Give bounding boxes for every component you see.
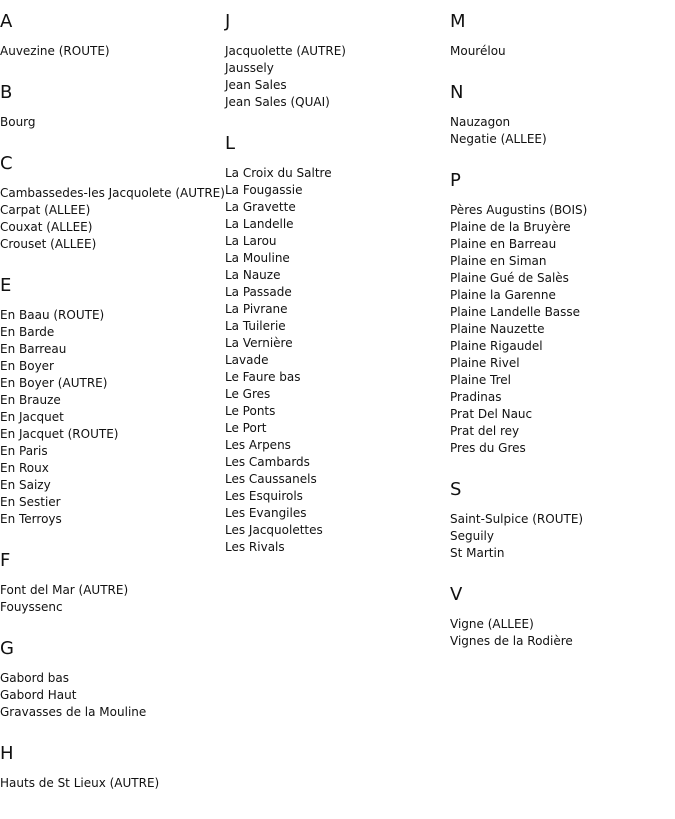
street-item: Couxat (ALLEE): [0, 220, 93, 234]
street-item: Le Gres: [225, 387, 271, 401]
street-item: Gravasses de la Mouline: [0, 705, 147, 719]
letter-group-c: [0, 153, 225, 253]
letter-heading: S: [450, 479, 462, 500]
street-item: Plaine Landelle Basse: [450, 305, 581, 319]
letter-group-b: [0, 83, 222, 131]
street-item: En Jacquet: [0, 410, 64, 424]
street-item: Pradinas: [450, 390, 502, 404]
street-list: [0, 307, 222, 528]
street-item: Auvezine (ROUTE): [0, 44, 110, 58]
street-item: En Boyer (AUTRE): [0, 376, 108, 390]
street-list: [0, 43, 222, 60]
street-item: En Sestier: [0, 495, 61, 509]
letter-heading: E: [0, 275, 12, 296]
column-2: [225, 0, 447, 556]
street-item: Prat Del Nauc: [450, 407, 533, 421]
street-list: [450, 616, 672, 650]
street-item: En Saizy: [0, 478, 51, 492]
street-item: Jean Sales: [225, 78, 287, 92]
letter-heading: A: [0, 11, 13, 32]
street-item: Les Caussanels: [225, 472, 317, 486]
letter-heading: B: [0, 82, 13, 103]
street-item: Seguily: [450, 529, 494, 543]
street-item: Plaine Gué de Salès: [450, 271, 569, 285]
street-item: Les Arpens: [225, 438, 291, 452]
street-item: Prat del rey: [450, 424, 520, 438]
street-item: Les Cambards: [225, 455, 310, 469]
street-item: Le Ponts: [225, 404, 276, 418]
street-item: Mourélou: [450, 44, 506, 58]
letter-group-a: [0, 12, 222, 60]
street-item: Gabord Haut: [0, 688, 77, 702]
letter-heading: M: [450, 11, 466, 32]
letter-heading: P: [450, 170, 461, 191]
street-list: [450, 43, 672, 60]
letter-heading: G: [0, 638, 14, 659]
street-item: Font del Mar (AUTRE): [0, 583, 129, 597]
street-item: Les Evangiles: [225, 506, 307, 520]
street-item: Cambassedes-les Jacquolete (AUTRE): [0, 186, 225, 200]
street-item: En Barde: [0, 325, 55, 339]
street-item: Saint-Sulpice (ROUTE): [450, 512, 584, 526]
street-item: Fouyssenc: [0, 600, 63, 614]
street-item: Vigne (ALLEE): [450, 617, 534, 631]
street-list: [0, 670, 222, 721]
street-item: En Baau (ROUTE): [0, 308, 105, 322]
street-list: [0, 775, 222, 792]
letter-heading: N: [450, 82, 464, 103]
street-item: Plaine Trel: [450, 373, 512, 387]
letter-group-l: [225, 134, 447, 556]
street-item: La Passade: [225, 285, 292, 299]
street-item: La Tuilerie: [225, 319, 286, 333]
street-item: Pères Augustins (BOIS): [450, 203, 588, 217]
street-item: La Nauze: [225, 268, 281, 282]
street-item: En Jacquet (ROUTE): [0, 427, 119, 441]
street-item: Plaine Rigaudel: [450, 339, 543, 353]
street-item: La Gravette: [225, 200, 296, 214]
street-item: Plaine en Barreau: [450, 237, 557, 251]
street-item: En Barreau: [0, 342, 67, 356]
street-item: Jean Sales (QUAI): [225, 95, 330, 109]
street-list: [225, 43, 447, 111]
street-item: Pres du Gres: [450, 441, 526, 455]
street-item: St Martin: [450, 546, 505, 560]
street-item: Crouset (ALLEE): [0, 237, 97, 251]
street-item: La Croix du Saltre: [225, 166, 332, 180]
street-item: Carpat (ALLEE): [0, 203, 91, 217]
letter-group-e: [0, 276, 222, 528]
street-list: [0, 114, 222, 131]
street-item: En Brauze: [0, 393, 61, 407]
street-item: En Terroys: [0, 512, 62, 526]
street-item: Lavade: [225, 353, 269, 367]
letter-group-f: [0, 551, 222, 616]
letter-heading: V: [450, 584, 463, 605]
letter-group-s: [450, 480, 672, 562]
street-item: Plaine en Siman: [450, 254, 547, 268]
column-3: [450, 0, 672, 650]
street-item: Bourg: [0, 115, 36, 129]
street-item: Plaine la Garenne: [450, 288, 556, 302]
street-item: Plaine Rivel: [450, 356, 520, 370]
letter-heading: F: [0, 550, 11, 571]
street-item: Le Faure bas: [225, 370, 301, 384]
street-item: Plaine de la Bruyère: [450, 220, 571, 234]
street-item: Le Port: [225, 421, 267, 435]
street-list: [450, 202, 672, 457]
street-item: La Fougassie: [225, 183, 303, 197]
street-item: La Mouline: [225, 251, 290, 265]
street-item: Les Rivals: [225, 540, 285, 554]
letter-heading: L: [225, 133, 236, 154]
letter-heading: J: [225, 11, 231, 32]
letter-group-g: [0, 639, 222, 721]
street-item: Les Jacquolettes: [225, 523, 323, 537]
street-item: En Boyer: [0, 359, 54, 373]
street-item: Negatie (ALLEE): [450, 132, 547, 146]
letter-group-v: [450, 585, 672, 650]
street-list: [0, 185, 225, 253]
street-item: Hauts de St Lieux (AUTRE): [0, 776, 160, 790]
street-item: Plaine Nauzette: [450, 322, 545, 336]
letter-group-j: [225, 12, 447, 111]
letter-group-h: [0, 744, 222, 792]
letter-heading: C: [0, 153, 13, 174]
street-item: La Larou: [225, 234, 277, 248]
street-item: La Vernière: [225, 336, 293, 350]
street-item: Nauzagon: [450, 115, 511, 129]
letter-group-n: [450, 83, 672, 148]
street-item: Jaussely: [225, 61, 274, 75]
street-item: Les Esquirols: [225, 489, 303, 503]
street-list: [225, 165, 447, 556]
street-list: [0, 582, 222, 616]
street-list: [450, 114, 672, 148]
letter-heading: H: [0, 743, 14, 764]
letter-group-p: [450, 171, 672, 457]
street-item: En Roux: [0, 461, 49, 475]
street-item: Gabord bas: [0, 671, 69, 685]
column-1: [0, 0, 225, 792]
street-item: La Landelle: [225, 217, 294, 231]
street-list: [450, 511, 672, 562]
street-item: Jacquolette (AUTRE): [225, 44, 346, 58]
street-item: Vignes de la Rodière: [450, 634, 573, 648]
letter-group-m: [450, 12, 672, 60]
street-item: La Pivrane: [225, 302, 288, 316]
street-item: En Paris: [0, 444, 48, 458]
